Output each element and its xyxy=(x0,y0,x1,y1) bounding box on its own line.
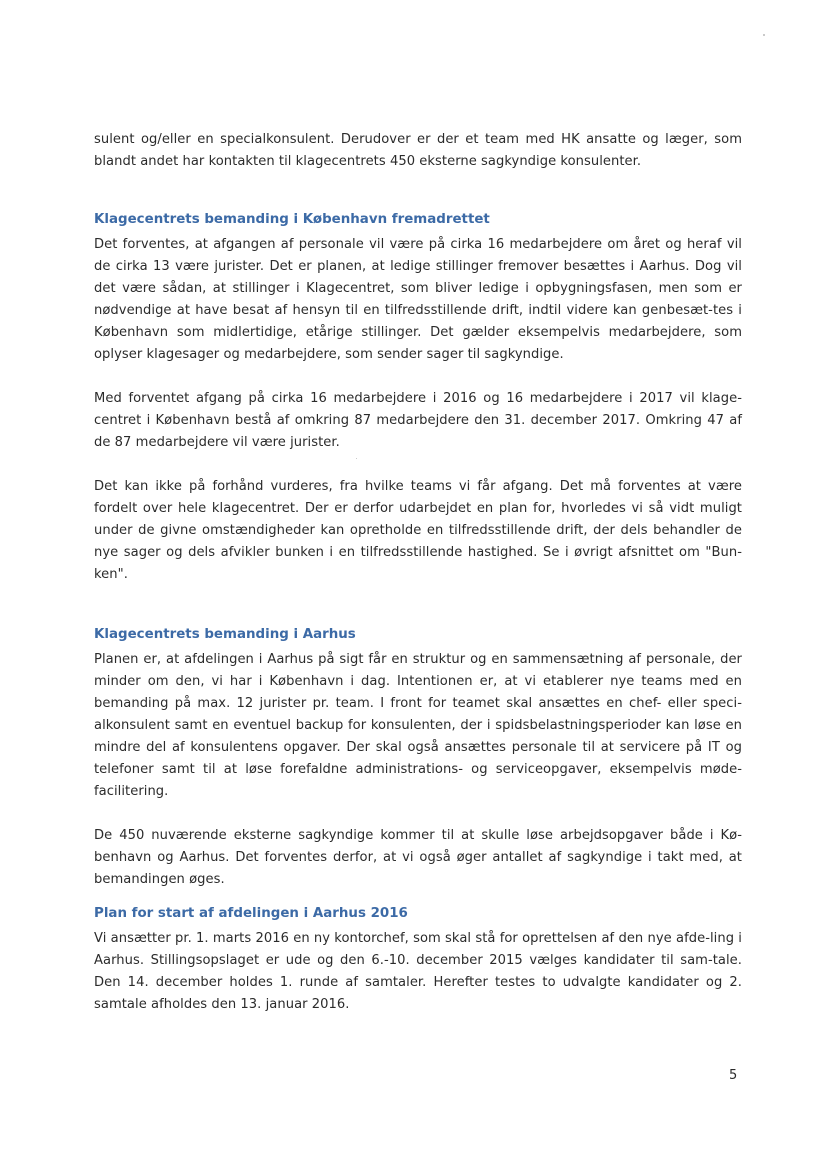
paragraph: Med forventet afgang på cirka 16 medarbejdere i 2016 og 16 medarbejdere i 2017 vil klage-centret i København bestå af omkring 87 medarbejdere den 31. december 2017. Omkring 47 af de 87 medarbejdere vil være jurister. xyxy=(94,391,742,450)
section-heading-plan: Plan for start af afdelingen i Aarhus 2016 xyxy=(94,906,408,921)
scan-speck xyxy=(763,34,765,36)
intro-paragraph: sulent og/eller en specialkonsulent. Derudover er der et team med HK ansatte og læger, som blandt andet har kontakten til klagecentrets 450 eksterne sagkyndige konsulenter. xyxy=(94,132,742,169)
document-body xyxy=(94,129,742,1016)
paragraph: Det forventes, at afgangen af personale vil være på cirka 16 medarbejdere om året og heraf vil de cirka 13 være jurister. Det er planen, at ledige stillinger fremover besættes i Aarhus. Dog vil det være sådan, at stillinger i Klagecentret, som bliver ledige i opbygningsfasen, men som er nødvendige at have besat af hensyn til en tilfredsstillende drift, indtil videre kan genbesæt-tes i København som midlertidige, etårige stillinger. Det gælder eksempelvis medarbejdere, som oplyser klagesager og medarbejdere, som sender sager til sagkyndige. xyxy=(94,237,742,362)
section-heading-kobenhavn: Klagecentrets bemanding i København fremadrettet xyxy=(94,212,490,227)
paragraph: De 450 nuværende eksterne sagkyndige kommer til at skulle løse arbejdsopgaver både i Kø-benhavn og Aarhus. Det forventes derfor, at vi også øger antallet af sagkyndige i takt med, at bemandingen øges. xyxy=(94,828,742,887)
section-heading-aarhus: Klagecentrets bemanding i Aarhus xyxy=(94,627,356,642)
page-number: 5 xyxy=(729,1068,738,1083)
paragraph: Det kan ikke på forhånd vurderes, fra hvilke teams vi får afgang. Det må forventes at være fordelt over hele klagecentret. Der er derfor udarbejdet en plan for, hvorledes vi så vidt muligt under de givne omstændigheder kan opretholde en tilfredsstillende drift, der dels behandler de nye sager og dels afvikler bunken i en tilfredsstillende hastighed. Se i øvrigt afsnittet om "Bun-ken". xyxy=(94,479,742,582)
paragraph: Planen er, at afdelingen i Aarhus på sigt får en struktur og en sammensætning af personale, der minder om den, vi har i København i dag. Intentionen er, at vi etablerer nye teams med en bemanding på max. 12 jurister pr. team. I front for teamet skal ansættes en chef- eller speci-alkonsulent samt en eventuel backup for konsulenten, der i spidsbelastningsperioder kan løse en mindre del af konsulentens opgaver. Der skal også ansættes personale til at servicere på IT og telefoner samt til at løse forefaldne administrations- og serviceopgaver, eksempelvis møde-facilitering. xyxy=(94,652,742,799)
paragraph: Vi ansætter pr. 1. marts 2016 en ny kontorchef, som skal stå for oprettelsen af den nye afde-ling i Aarhus. Stillingsopslaget er ude og den 6.-10. december 2015 vælges kandidater til sam-tale. Den 14. december holdes 1. runde af samtaler. Herefter testes to udvalgte kandidater og 2. samtale afholdes den 13. januar 2016. xyxy=(94,931,742,1012)
